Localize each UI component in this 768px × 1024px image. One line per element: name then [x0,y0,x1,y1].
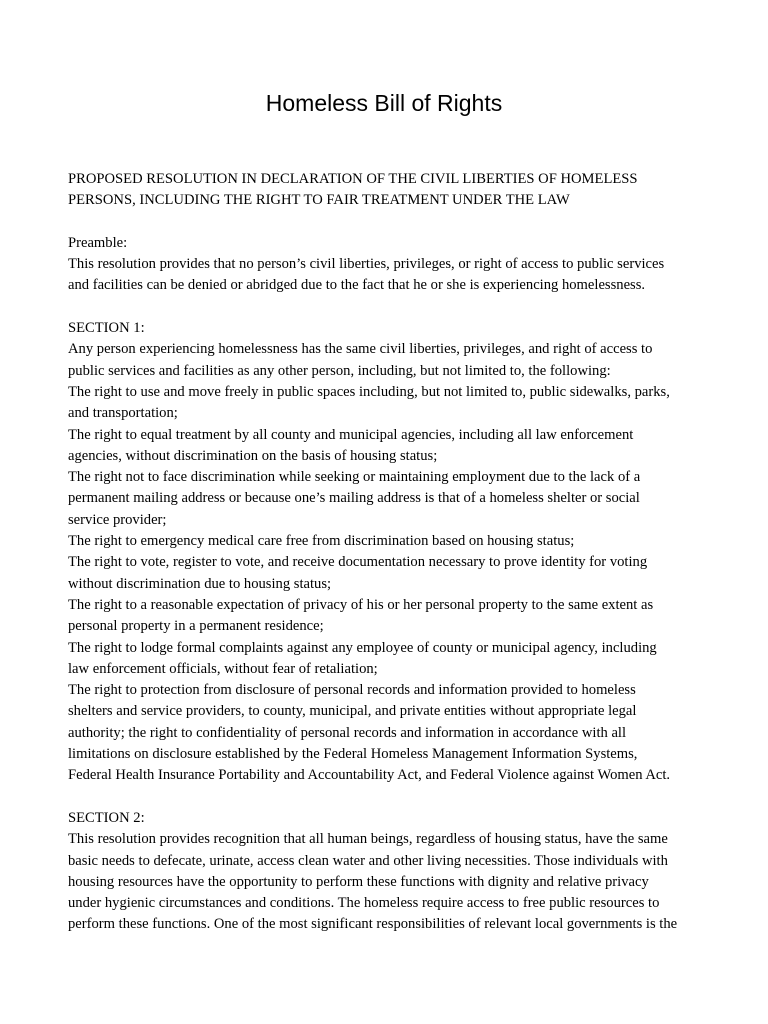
text-line: basic needs to defecate, urinate, access clean water and other living necessities. Those individuals with [68,852,668,869]
text-line: The right to a reasonable expectation of privacy of his or her personal property to the same extent as [68,596,654,613]
text-line: shelters and service providers, to county, municipal, and private entities without appropriate legal [68,703,637,720]
text-line: The right to equal treatment by all county and municipal agencies, including all law enforcement [68,426,634,443]
text-line: The right to vote, register to vote, and receive documentation necessary to prove identity for voting [68,554,648,571]
text-line: without discrimination due to housing status; [68,575,332,592]
text-line: SECTION 1: [68,320,145,337]
document-title: Homeless Bill of Rights [265,90,503,116]
document-body [68,169,708,936]
text-line: This resolution provides that no person’s civil liberties, privileges, or right of access to public services [68,256,665,273]
text-line: under hygienic circumstances and conditions. The homeless require access to free public resources to [68,895,660,912]
text-line: limitations on disclosure established by the Federal Homeless Management Information Systems, [68,746,638,763]
text-line: permanent mailing address or because one’s mailing address is that of a homeless shelter or social [68,490,640,507]
text-line: The right not to face discrimination while seeking or maintaining employment due to the lack of a [68,469,641,486]
text-line: PERSONS, INCLUDING THE RIGHT TO FAIR TREATMENT UNDER THE LAW [68,192,570,209]
text-line: SECTION 2: [68,809,145,826]
text-line: Federal Health Insurance Portability and Accountability Act, and Federal Violence against Women Act. [68,767,671,784]
text-line: housing resources have the opportunity to perform these functions with dignity and relative privacy [68,873,649,890]
text-line: The right to emergency medical care free from discrimination based on housing status; [68,533,575,550]
text-line: personal property in a permanent residence; [68,618,324,635]
text-line: PROPOSED RESOLUTION IN DECLARATION OF THE CIVIL LIBERTIES OF HOMELESS [68,171,638,187]
text-line: agencies, without discrimination on the basis of housing status; [68,447,438,464]
blank-line [68,212,708,233]
text-line: Any person experiencing homelessness has the same civil liberties, privileges, and right of access to [68,341,653,358]
text-line: The right to use and move freely in public spaces including, but not limited to, public sidewalks, parks, [68,383,670,400]
text-line: authority; the right to confidentiality of personal records and information in accordance with all [68,724,627,741]
text-line: The right to protection from disclosure of personal records and information provided to homeless [68,682,636,699]
text-line: public services and facilities as any other person, including, but not limited to, the following: [68,362,611,379]
text-line: The right to lodge formal complaints against any employee of county or municipal agency, including [68,639,657,656]
text-line: Preamble: [68,234,128,251]
text-line: service provider; [68,511,167,528]
text-line: and facilities can be denied or abridged due to the fact that he or she is experiencing homelessness. [68,277,646,294]
text-line: and transportation; [68,405,178,422]
text-line: perform these functions. One of the most significant responsibilities of relevant local governments is the [68,916,678,933]
blank-line [68,787,708,808]
blank-line [68,297,708,318]
text-line: law enforcement officials, without fear of retaliation; [68,660,378,677]
text-line: This resolution provides recognition that all human beings, regardless of housing status, have the same [68,831,668,848]
